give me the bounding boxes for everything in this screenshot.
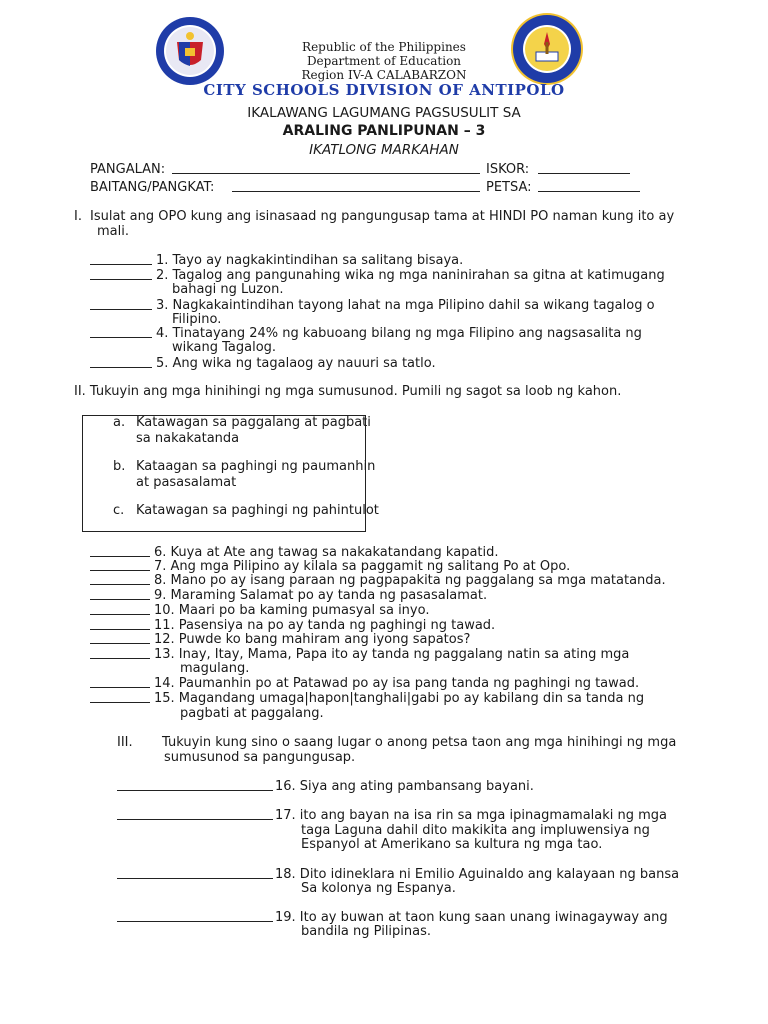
question-3: 3. Nagkakaintindihan tayong lahat na mga Pilipino dahil sa wikang tagalog o [156, 298, 655, 313]
score-label: ISKOR: [486, 162, 530, 177]
header-region: Region IV-A CALABARZON [301, 68, 467, 82]
part3-instruction-cont: sumusunod sa pangungusap. [164, 750, 356, 765]
question-1: 1. Tayo ay nagkakintindihan sa salitang bisaya. [156, 253, 464, 268]
question-4: 4. Tinatayang 24% ng kabuoang bilang ng mga Filipino ang nagsasalita ng [156, 326, 642, 341]
question-6: 6. Kuya at Ate ang tawag sa nakakatandang kapatid. [154, 545, 499, 560]
question-13-cont: magulang. [180, 661, 250, 676]
question-10: 10. Maari po ba kaming pumasyal sa inyo. [154, 603, 430, 618]
answer-blank-16[interactable] [117, 778, 273, 791]
question-7: 7. Ang mga Pilipino ay kilala sa paggamit ng salitang Po at Opo. [154, 559, 571, 574]
answer-blank-2[interactable] [90, 267, 152, 280]
question-19-cont: bandila ng Pilipinas. [301, 924, 432, 939]
question-17-cont2: Espanyol at Amerikano sa kultura ng mga tao. [301, 837, 603, 852]
question-15: 15. Magandang umaga|hapon|tanghali|gabi po ay kabilang din sa tanda ng [154, 691, 645, 706]
choice-b: Kataagan sa paghingi ng paumanhin [136, 459, 376, 474]
date-label: PETSA: [486, 180, 532, 195]
answer-blank-17[interactable] [117, 807, 273, 820]
question-18-cont: Sa kolonya ng Espanya. [301, 881, 456, 896]
choice-c: Katawagan sa paghingi ng pahintulot [136, 503, 379, 518]
question-19: 19. Ito ay buwan at taon kung saan unang iwinagayway ang [275, 910, 668, 925]
header-division: CITY SCHOOLS DIVISION OF ANTIPOLO [203, 81, 565, 99]
answer-blank-19[interactable] [117, 909, 273, 922]
header-department: Department of Education [306, 54, 462, 68]
question-16: 16. Siya ang ating pambansang bayani. [275, 779, 534, 794]
choice-a: Katawagan sa paggalang at pagbati [136, 415, 371, 430]
question-9: 9. Maraming Salamat po ay tanda ng pasasalamat. [154, 588, 488, 603]
part1-instruction: Isulat ang OPO kung ang isinasaad ng pangungusap tama at HINDI PO naman kung ito ay [90, 209, 675, 224]
question-5: 5. Ang wika ng tagalaog ay nauuri sa tatlo. [156, 356, 436, 371]
grade-label: BAITANG/PANGKAT: [90, 180, 215, 195]
answer-blank-12[interactable] [90, 631, 150, 644]
part3-instruction: Tukuyin kung sino o saang lugar o anong petsa taon ang mga hinihingi ng mga [162, 735, 677, 750]
answer-blank-18[interactable] [117, 866, 273, 879]
part1-instruction-cont: mali. [97, 224, 129, 239]
answer-blank-1[interactable] [90, 252, 152, 265]
question-3-cont: Filipino. [172, 312, 222, 327]
choice-a-cont: sa nakakatanda [136, 431, 240, 446]
exam-title-quarter: IKATLONG MARKAHAN [309, 142, 459, 158]
answer-blank-4[interactable] [90, 325, 152, 338]
question-11: 11. Pasensiya na po ay tanda ng paghingi ng tawad. [154, 618, 496, 633]
choice-c-letter: c. [113, 503, 125, 518]
question-17: 17. ito ang bayan na isa rin sa mga ipinagmamalaki ng mga [275, 808, 668, 823]
answer-blank-15[interactable] [90, 690, 150, 703]
answer-blank-14[interactable] [90, 675, 150, 688]
part3-numeral: III. [117, 735, 133, 750]
answer-blank-6[interactable] [90, 544, 150, 557]
answer-blank-8[interactable] [90, 572, 150, 585]
name-field[interactable] [172, 161, 480, 174]
question-4-cont: wikang Tagalog. [172, 340, 277, 355]
choice-b-cont: at pasasalamat [136, 475, 237, 490]
exam-title-line1: IKALAWANG LAGUMANG PAGSUSULIT SA [247, 105, 521, 121]
question-8: 8. Mano po ay isang paraan ng pagpapakita ng paggalang sa mga matatanda. [154, 573, 666, 588]
part1-numeral: I. [74, 209, 82, 224]
question-12: 12. Puwde ko bang mahiram ang iyong sapatos? [154, 632, 471, 647]
answer-blank-10[interactable] [90, 602, 150, 615]
answer-blank-5[interactable] [90, 355, 152, 368]
header-republic: Republic of the Philippines [302, 40, 466, 54]
score-field[interactable] [538, 161, 630, 174]
question-14: 14. Paumanhin po at Patawad po ay isa pang tanda ng paghingi ng tawad. [154, 676, 640, 691]
answer-blank-11[interactable] [90, 617, 150, 630]
part2-instruction: II. Tukuyin ang mga hinihingi ng mga sumusunod. Pumili ng sagot sa loob ng kahon. [74, 384, 622, 399]
choice-a-letter: a. [113, 415, 126, 430]
question-2: 2. Tagalog ang pangunahing wika ng mga naninirahan sa gitna at katimugang [156, 268, 665, 283]
question-17-cont1: taga Laguna dahil dito makikita ang impluwensiya ng [301, 823, 650, 838]
name-label: PANGALAN: [90, 162, 166, 177]
choice-b-letter: b. [113, 459, 126, 474]
question-18: 18. Dito idineklara ni Emilio Aguinaldo ang kalayaan ng bansa [275, 867, 680, 882]
answer-blank-13[interactable] [90, 646, 150, 659]
answer-blank-3[interactable] [90, 297, 152, 310]
date-field[interactable] [538, 179, 640, 192]
answer-blank-9[interactable] [90, 587, 150, 600]
question-2-cont: bahagi ng Luzon. [172, 282, 284, 297]
question-13: 13. Inay, Itay, Mama, Papa ito ay tanda ng paggalang natin sa ating mga [154, 647, 630, 662]
exam-title-subject: ARALING PANLIPUNAN – 3 [282, 123, 486, 139]
question-15-cont: pagbati at paggalang. [180, 706, 324, 721]
grade-field[interactable] [232, 179, 480, 192]
answer-blank-7[interactable] [90, 558, 150, 571]
